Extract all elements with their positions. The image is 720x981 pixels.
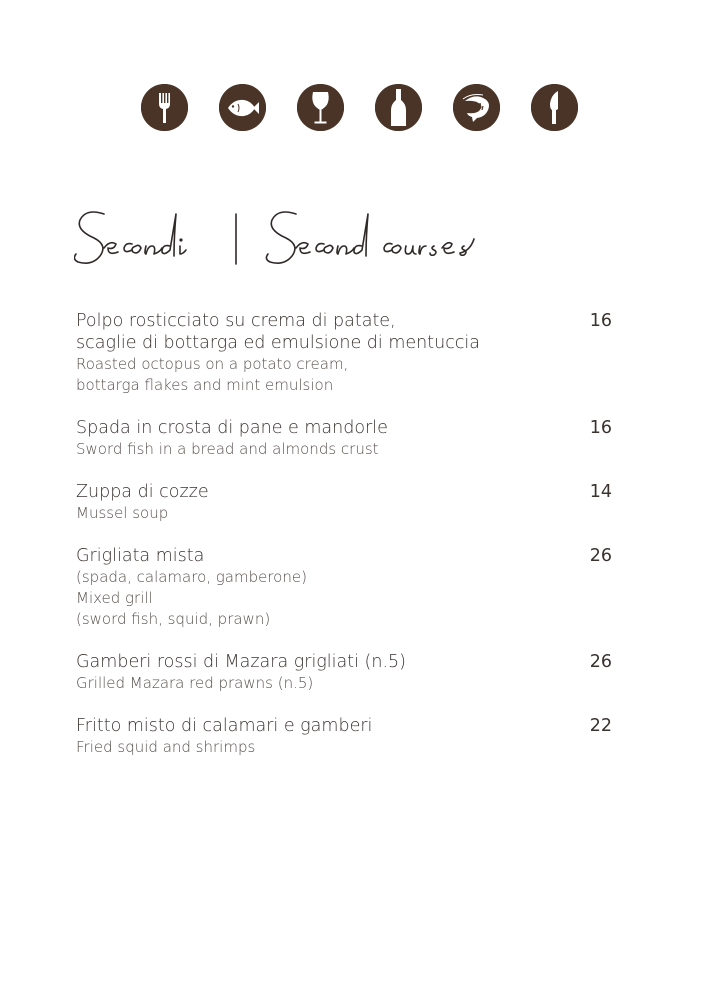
wine-glass-icon <box>297 84 344 131</box>
item-name-it-line: Gamberi rossi di Mazara grigliati (n.5) <box>76 652 406 672</box>
item-name-en-line: (sword fish, squid, prawn) <box>76 610 271 628</box>
item-name-it-line: Grigliata mista <box>76 546 205 566</box>
section-heading <box>74 196 534 276</box>
menu-item <box>76 481 612 524</box>
item-name-en-line: Sword fish in a bread and almonds crust <box>76 440 379 458</box>
item-name-it-line: Polpo rosticciato su crema di patate, <box>76 311 396 331</box>
item-name-en-line: Roasted octopus on a potato cream, <box>76 355 349 373</box>
item-name-it-line: scaglie di bottarga ed emulsione di mentuccia <box>76 333 481 353</box>
item-name-en-line: Mussel soup <box>76 504 169 522</box>
item-name-it-line: Spada in crosta di pane e mandorle <box>76 418 388 438</box>
knife-icon <box>531 84 578 131</box>
menu-item <box>76 651 612 694</box>
item-name-en-line: Mixed grill <box>76 589 153 607</box>
item-name-en-line: Grilled Mazara red prawns (n.5) <box>76 674 314 692</box>
section-heading-script <box>74 196 534 276</box>
menu-item <box>76 545 612 630</box>
item-name-en-line: bottarga flakes and mint emulsion <box>76 376 334 394</box>
item-name-it-line: Fritto misto di calamari e gamberi <box>76 716 373 736</box>
bottle-icon <box>375 84 422 131</box>
item-price: 22 <box>589 716 612 736</box>
item-name-en-line: Fried squid and shrimps <box>76 738 256 756</box>
menu-item <box>76 417 612 460</box>
item-price: 26 <box>589 652 612 672</box>
menu-item <box>76 715 612 758</box>
fish-icon <box>219 84 266 131</box>
menu-list <box>76 310 612 779</box>
fork-icon <box>141 84 188 131</box>
icon-row <box>141 84 578 131</box>
item-price: 26 <box>589 546 612 566</box>
menu-item <box>76 310 612 396</box>
item-price: 16 <box>589 311 612 331</box>
item-price: 14 <box>589 482 612 502</box>
shrimp-icon <box>453 84 500 131</box>
item-price: 16 <box>589 418 612 438</box>
item-name-en-line: (spada, calamaro, gamberone) <box>76 568 307 586</box>
item-name-it-line: Zuppa di cozze <box>76 482 209 502</box>
